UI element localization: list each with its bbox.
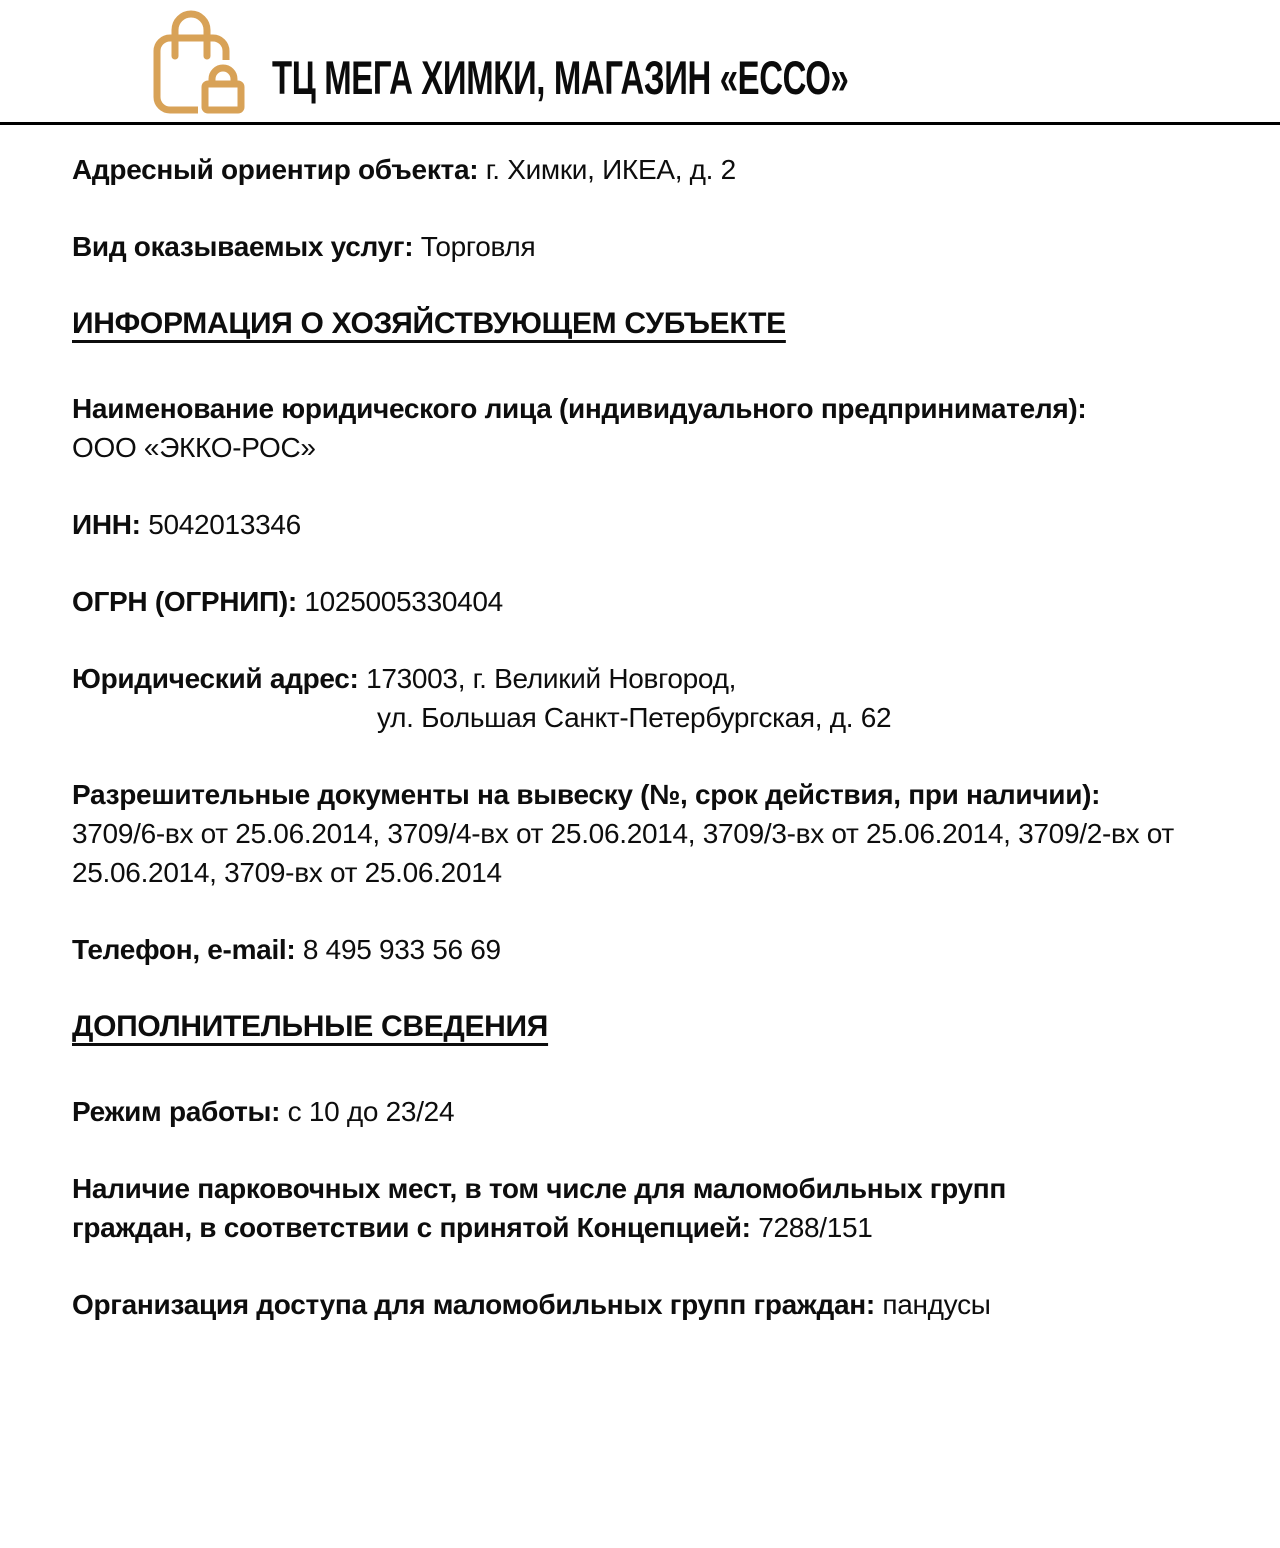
field-accessibility-label: Организация доступа для маломобильных групп граждан: bbox=[72, 1289, 875, 1320]
field-legal-address-line2: ул. Большая Санкт-Петербургская, д. 62 bbox=[377, 702, 892, 733]
field-parking-value: 7288/151 bbox=[758, 1212, 873, 1243]
field-legal-name-label: Наименование юридического лица (индивидуального предпринимателя): bbox=[72, 393, 1087, 424]
field-address-value: г. Химки, ИКЕА, д. 2 bbox=[485, 154, 736, 185]
field-accessibility bbox=[72, 1285, 1192, 1324]
field-legal-address bbox=[72, 659, 1192, 737]
header-divider bbox=[0, 122, 1280, 125]
field-address bbox=[72, 150, 1192, 189]
field-accessibility-value: пандусы bbox=[882, 1289, 991, 1320]
document-body bbox=[72, 150, 1192, 1362]
field-legal-address-line1: 173003, г. Великий Новгород, bbox=[366, 663, 737, 694]
field-service-type-label: Вид оказываемых услуг: bbox=[72, 231, 414, 262]
field-working-hours-value: с 10 до 23/24 bbox=[287, 1096, 455, 1127]
field-permits-value: 3709/6-вх от 25.06.2014, 3709/4-вх от 25.06.2014, 3709/3-вх от 25.06.2014, 3709/2-вх от 25.06.2014, 3709-вх от 25.06.2014 bbox=[72, 818, 1174, 888]
field-service-type-value: Торговля bbox=[420, 231, 536, 262]
field-parking bbox=[72, 1169, 1082, 1247]
page-title-text: ТЦ МЕГА ХИМКИ, МАГАЗИН «ЕССО» bbox=[272, 51, 849, 104]
section-heading-business-info: ИНФОРМАЦИЯ О ХОЗЯЙСТВУЮЩЕМ СУБЪЕКТЕ bbox=[72, 307, 786, 340]
field-ogrn-value: 1025005330404 bbox=[304, 586, 503, 617]
field-ogrn-label: ОГРН (ОГРНИП): bbox=[72, 586, 297, 617]
page-title bbox=[272, 51, 1096, 104]
field-permits-label: Разрешительные документы на вывеску (№, срок действия, при наличии): bbox=[72, 779, 1101, 810]
field-working-hours bbox=[72, 1092, 1192, 1131]
header bbox=[0, 0, 1280, 122]
field-phone-email-label: Телефон, e-mail: bbox=[72, 934, 296, 965]
field-legal-name-value: ООО «ЭККО-РОС» bbox=[72, 432, 316, 463]
field-legal-name bbox=[72, 389, 1192, 467]
field-permits bbox=[72, 775, 1192, 892]
field-inn bbox=[72, 505, 1192, 544]
field-phone-email bbox=[72, 930, 1192, 969]
field-inn-label: ИНН: bbox=[72, 509, 141, 540]
field-parking-label: Наличие парковочных мест, в том числе для маломобильных групп граждан, в соответствии с принятой Концепцией: bbox=[72, 1173, 1007, 1243]
field-working-hours-label: Режим работы: bbox=[72, 1096, 281, 1127]
field-inn-value: 5042013346 bbox=[148, 509, 301, 540]
field-ogrn bbox=[72, 582, 1192, 621]
field-phone-email-value: 8 495 933 56 69 bbox=[302, 934, 501, 965]
shopping-bag-lock-icon bbox=[148, 10, 248, 122]
field-address-label: Адресный ориентир объекта: bbox=[72, 154, 479, 185]
field-legal-address-label: Юридический адрес: bbox=[72, 663, 359, 694]
field-service-type bbox=[72, 227, 1192, 266]
section-heading-additional-info: ДОПОЛНИТЕЛЬНЫЕ СВЕДЕНИЯ bbox=[72, 1010, 549, 1043]
